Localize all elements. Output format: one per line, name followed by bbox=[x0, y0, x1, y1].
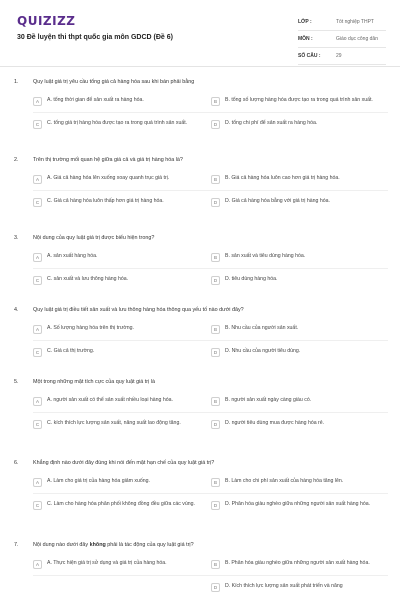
question-text: Khẳng định nào dưới đây đúng khi nói đến mặt hạn chế của quy luật giá trị? bbox=[33, 460, 215, 466]
question bbox=[0, 457, 400, 539]
option-text: A. tổng thời gian để sản xuất ra hàng hóa. bbox=[47, 97, 144, 104]
answer-option[interactable] bbox=[33, 191, 211, 213]
option-text: D. Nhu cầu của người tiêu dùng. bbox=[225, 348, 301, 355]
option-letter: D bbox=[211, 120, 220, 129]
answer-option[interactable] bbox=[33, 269, 211, 291]
meta-row-subject bbox=[298, 31, 386, 48]
option-text: A. Giá cả hàng hóa lên xuống xoay quanh trục giá trị. bbox=[47, 175, 170, 182]
answer-option[interactable] bbox=[211, 113, 388, 135]
answer-option[interactable] bbox=[33, 113, 211, 135]
question-header bbox=[0, 154, 400, 168]
option-letter: C bbox=[33, 120, 42, 129]
question-header bbox=[0, 457, 400, 471]
option-text: D. Giá cả hàng hóa bằng với giá trị hàng hóa. bbox=[225, 198, 330, 205]
question bbox=[0, 304, 400, 376]
question bbox=[0, 154, 400, 232]
answer-option[interactable] bbox=[33, 318, 211, 340]
question bbox=[0, 232, 400, 304]
answer-option[interactable] bbox=[211, 494, 388, 516]
option-letter: D bbox=[211, 276, 220, 285]
option-text: A. Thực hiện giá trị sử dụng và giá trị của hàng hóa. bbox=[47, 560, 167, 567]
document-title: 30 Đề luyện thi thpt quốc gia môn GDCD (Đề 6) bbox=[17, 34, 173, 41]
answer-option[interactable] bbox=[211, 90, 388, 112]
option-letter: C bbox=[33, 501, 42, 510]
option-text: C. Làm cho hàng hóa phân phối không đồng đều giữa các vùng. bbox=[47, 501, 195, 508]
option-text: D. Kích thích lực lượng sản xuất phát triển và năng bbox=[225, 583, 343, 590]
option-letter: A bbox=[33, 325, 42, 334]
option-text: B. Phân hóa giàu nghèo giữa những người sản xuất hàng hóa. bbox=[225, 560, 370, 567]
answer-grid bbox=[33, 90, 388, 135]
answer-option[interactable] bbox=[211, 576, 388, 598]
answer-option[interactable] bbox=[33, 90, 211, 112]
question-header bbox=[0, 304, 400, 318]
option-text: A. Làm cho giá trị của hàng hóa giảm xuống. bbox=[47, 478, 150, 485]
option-text: B. tổng số lượng hàng hóa được tạo ra trong quá trình sản xuất. bbox=[225, 97, 373, 104]
page-header bbox=[0, 0, 400, 66]
meta-value: 29 bbox=[336, 53, 342, 59]
question-header bbox=[0, 376, 400, 390]
option-letter: A bbox=[33, 253, 42, 262]
answer-grid bbox=[33, 471, 388, 516]
answer-option[interactable] bbox=[211, 191, 388, 213]
option-text: A. sản xuất hàng hóa. bbox=[47, 253, 98, 260]
meta-table bbox=[298, 14, 386, 65]
answer-option[interactable] bbox=[33, 341, 211, 363]
answer-option[interactable] bbox=[211, 168, 388, 190]
question-text: Nội dung nào dưới đây không phải là tác động của quy luật giá trị? bbox=[33, 542, 194, 548]
option-letter: A bbox=[33, 397, 42, 406]
option-letter: A bbox=[33, 97, 42, 106]
question-text: Quy luật giá trị yêu cầu tổng giá cả hàng hóa sau khi bán phải bằng bbox=[33, 79, 195, 85]
answer-option[interactable] bbox=[33, 494, 211, 516]
answer-option[interactable] bbox=[33, 553, 211, 575]
option-letter: A bbox=[33, 560, 42, 569]
option-letter: B bbox=[211, 97, 220, 106]
meta-value: Giáo dục công dân bbox=[336, 36, 378, 42]
option-letter: C bbox=[33, 420, 42, 429]
question-text: Một trong những mặt tích cực của quy luật giá trị là bbox=[33, 379, 155, 385]
option-letter: B bbox=[211, 478, 220, 487]
meta-label: LỚP : bbox=[298, 19, 312, 25]
answer-grid bbox=[33, 318, 388, 363]
option-text: B. sản xuất và tiêu dùng hàng hóa. bbox=[225, 253, 306, 260]
option-text: C. Giá cả hàng hóa luôn thấp hơn giá trị hàng hóa. bbox=[47, 198, 164, 205]
option-text: D. Phân hóa giàu nghèo giữa những người sản xuất hàng hóa. bbox=[225, 501, 371, 508]
question bbox=[0, 76, 400, 154]
option-letter: C bbox=[33, 198, 42, 207]
quizizz-logo: QUIZIZZ bbox=[17, 14, 76, 28]
option-letter: B bbox=[211, 397, 220, 406]
answer-option[interactable] bbox=[211, 246, 388, 268]
answer-option[interactable] bbox=[33, 168, 211, 190]
answer-option[interactable] bbox=[211, 269, 388, 291]
option-text: C. sản xuất và lưu thông hàng hóa. bbox=[47, 276, 129, 283]
question-number: 6. bbox=[14, 460, 19, 466]
meta-label: SỐ CÂU : bbox=[298, 53, 321, 59]
question-text: Trên thị trường mối quan hệ giữa giá cả và giá trị hàng hóa là? bbox=[33, 157, 183, 163]
meta-value: Tốt nghiệp THPT bbox=[336, 19, 374, 25]
meta-label: MÔN : bbox=[298, 36, 313, 42]
option-letter: A bbox=[33, 478, 42, 487]
answer-option[interactable] bbox=[211, 341, 388, 363]
answer-option[interactable] bbox=[33, 246, 211, 268]
answer-option[interactable] bbox=[211, 318, 388, 340]
option-letter: D bbox=[211, 583, 220, 592]
meta-row-class bbox=[298, 14, 386, 31]
option-letter: D bbox=[211, 198, 220, 207]
question-header bbox=[0, 539, 400, 553]
option-letter: A bbox=[33, 175, 42, 184]
header-divider bbox=[0, 66, 400, 67]
option-text: B. Giá cả hàng hóa luôn cao hơn giá trị hàng hóa. bbox=[225, 175, 340, 182]
question-number: 3. bbox=[14, 235, 19, 241]
option-text: B. Nhu cầu của người sản xuất. bbox=[225, 325, 299, 332]
answer-option[interactable] bbox=[211, 471, 388, 493]
option-text: A. Số lượng hàng hóa trên thị trường. bbox=[47, 325, 134, 332]
answer-grid bbox=[33, 553, 388, 598]
option-text: D. tổng chi phí để sản xuất ra hàng hóa. bbox=[225, 120, 318, 127]
emphasis-text: không bbox=[89, 542, 106, 548]
option-text: A. người sản xuất có thể sản xuất nhiều loại hàng hóa. bbox=[47, 397, 173, 404]
answer-option[interactable] bbox=[211, 390, 388, 412]
meta-row-question-count bbox=[298, 48, 386, 65]
option-letter: C bbox=[33, 348, 42, 357]
option-text: C. Giá cả thị trường. bbox=[47, 348, 95, 355]
question bbox=[0, 376, 400, 457]
question-list bbox=[0, 76, 400, 600]
question-number: 7. bbox=[14, 542, 19, 548]
option-letter: B bbox=[211, 325, 220, 334]
option-text: B. Làm cho chi phí sản xuất của hàng hóa tăng lên. bbox=[225, 478, 344, 485]
answer-option[interactable] bbox=[211, 553, 388, 575]
answer-option[interactable] bbox=[33, 390, 211, 412]
answer-grid bbox=[33, 246, 388, 291]
question-number: 5. bbox=[14, 379, 19, 385]
option-text: C. kích thích lực lượng sản xuất, năng suất lao động tăng. bbox=[47, 420, 181, 427]
answer-option[interactable] bbox=[33, 413, 211, 435]
question bbox=[0, 539, 400, 600]
option-letter: B bbox=[211, 253, 220, 262]
option-text: D. người tiêu dùng mua được hàng hóa rẻ. bbox=[225, 420, 325, 427]
option-letter: D bbox=[211, 348, 220, 357]
option-letter: B bbox=[211, 175, 220, 184]
answer-option[interactable] bbox=[211, 413, 388, 435]
question-number: 2. bbox=[14, 157, 19, 163]
question-header bbox=[0, 232, 400, 246]
option-text: D. tiêu dùng hàng hóa. bbox=[225, 276, 278, 283]
option-letter: B bbox=[211, 560, 220, 569]
answer-grid bbox=[33, 168, 388, 213]
question-text: Quy luật giá trị điều tiết sản xuất và lưu thông hàng hóa thông qua yếu tố nào dưới đây? bbox=[33, 307, 244, 313]
option-letter: C bbox=[33, 276, 42, 285]
question-header bbox=[0, 76, 400, 90]
answer-option[interactable] bbox=[33, 471, 211, 493]
answer-option[interactable] bbox=[33, 576, 211, 598]
option-text: C. tổng giá trị hàng hóa được tạo ra trong quá trình sản xuất. bbox=[47, 120, 188, 127]
question-number: 1. bbox=[14, 79, 19, 85]
answer-grid bbox=[33, 390, 388, 435]
question-text: Nội dung của quy luật giá trị được biểu hiện trong? bbox=[33, 235, 155, 241]
question-number: 4. bbox=[14, 307, 19, 313]
option-text: B. người sản xuất ngày càng giàu có. bbox=[225, 397, 312, 404]
option-letter: D bbox=[211, 420, 220, 429]
option-letter: D bbox=[211, 501, 220, 510]
